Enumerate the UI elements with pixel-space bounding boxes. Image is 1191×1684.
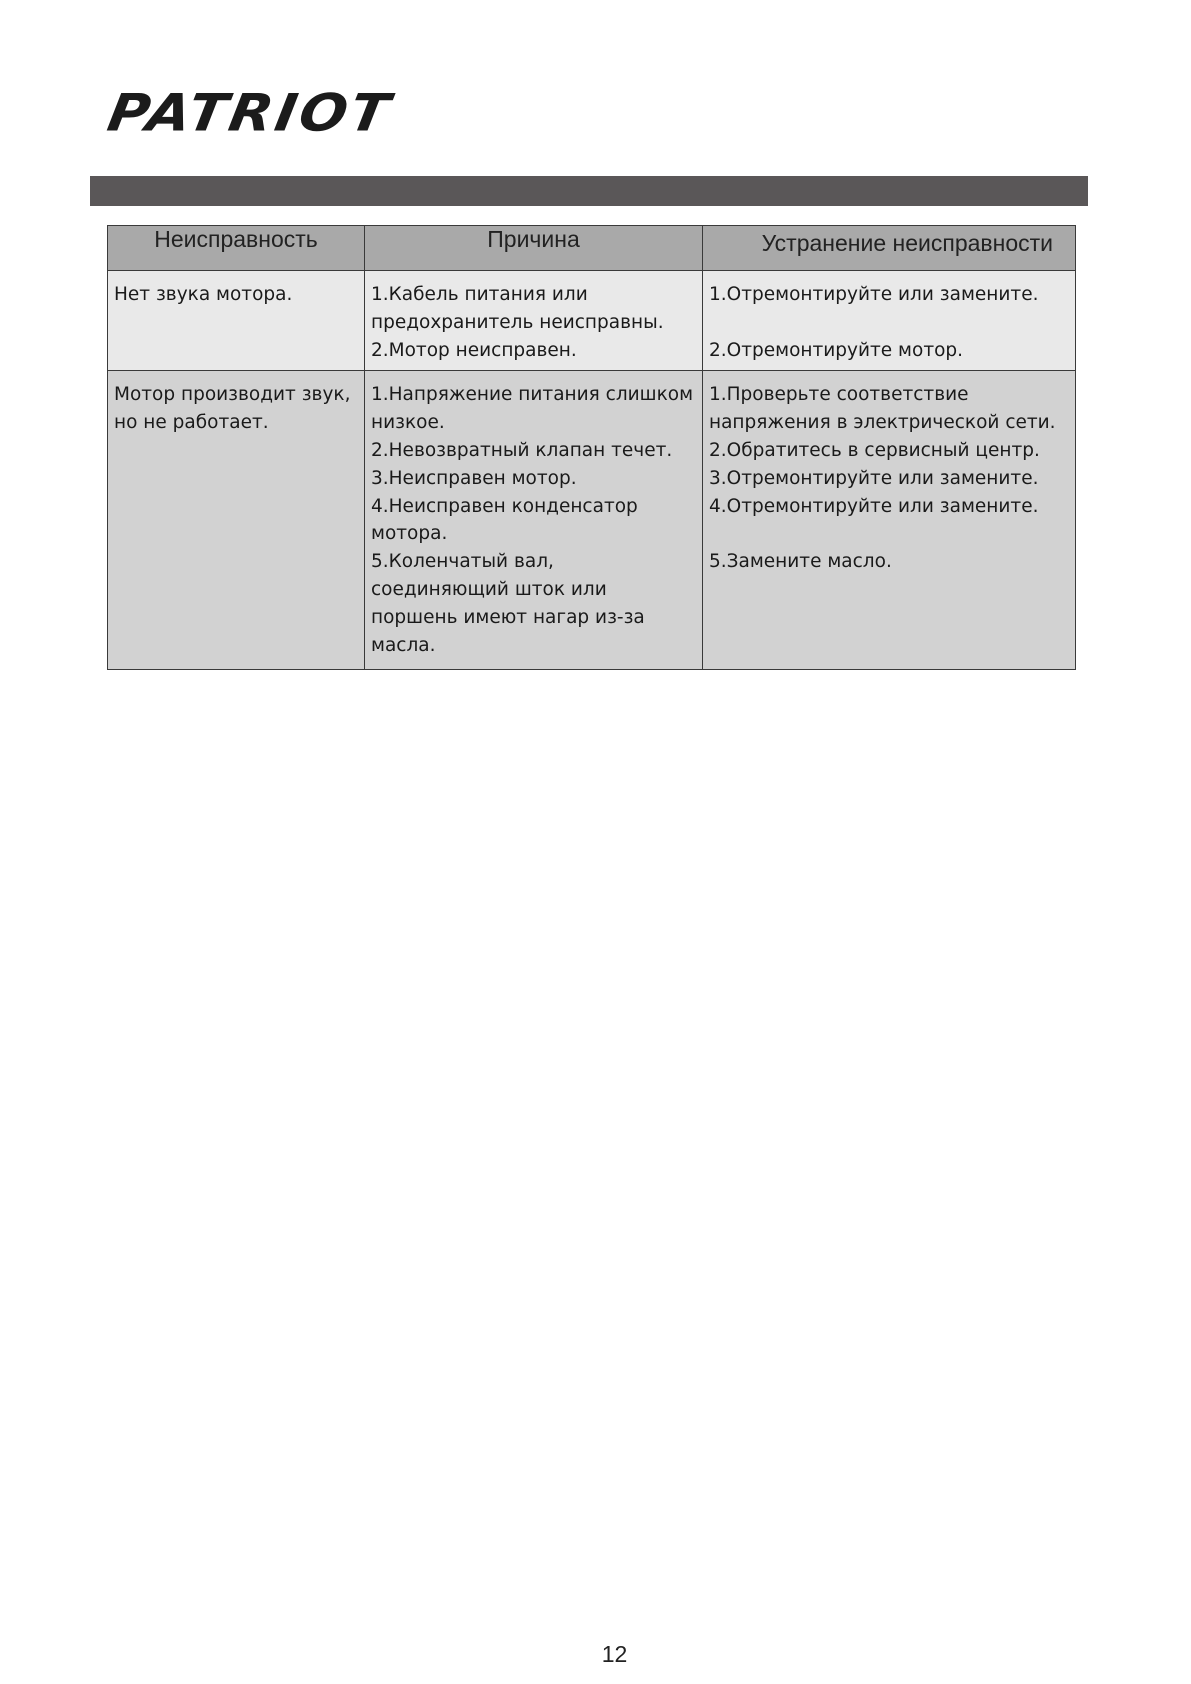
remedy-line: 3.Отремонтируйте или замените. (709, 467, 1039, 489)
cause-line: 2.Невозвратный клапан течет. (371, 439, 673, 461)
table-row (108, 271, 1076, 371)
header-cause: Причина (365, 226, 703, 271)
cause-line: 1.Напряжение питания слишком (371, 384, 694, 406)
cause-line: поршень имеют нагар из-за (371, 606, 645, 628)
header-fault: Неисправность (108, 226, 365, 271)
fault-line: Нет звука мотора. (114, 284, 293, 305)
remedy-cell (703, 371, 1076, 670)
fault-cell (108, 371, 365, 670)
remedy-line: 4.Отремонтируйте или замените. (709, 495, 1039, 517)
brand-logo: PATRIOT (103, 83, 397, 144)
remedy-line: напряжения в электрической сети. (709, 412, 1056, 434)
cause-line: 1.Кабель питания или (371, 284, 588, 305)
cause-line: предохранитель неисправны. (371, 311, 664, 333)
troubleshooting-table (107, 225, 1076, 670)
cause-cell (365, 371, 703, 670)
remedy-line: 5.Замените масло. (709, 551, 892, 573)
cause-line: соединяющий шток или (371, 578, 607, 600)
cause-line: 2.Мотор неисправен. (371, 339, 577, 361)
cause-cell (365, 271, 703, 371)
table-row (108, 371, 1076, 670)
cause-line: низкое. (371, 412, 445, 434)
cause-line: мотора. (371, 523, 448, 545)
cause-line: масла. (371, 634, 436, 656)
cause-line: 4.Неисправен конденсатор (371, 495, 638, 517)
remedy-line: 1.Отремонтируйте или замените. (709, 284, 1039, 305)
remedy-line: 2.Отремонтируйте мотор. (709, 339, 964, 361)
cause-line: 5.Коленчатый вал, (371, 551, 554, 573)
section-header-bar (90, 176, 1088, 206)
fault-cell (108, 271, 365, 371)
fault-line: Мотор производит звук, (114, 384, 351, 406)
cause-line: 3.Неисправен мотор. (371, 467, 577, 489)
remedy-line: 1.Проверьте соответствие (709, 384, 969, 406)
fault-line: но не работает. (114, 412, 269, 434)
remedy-line: 2.Обратитесь в сервисный центр. (709, 439, 1040, 461)
remedy-cell (703, 271, 1076, 371)
remedy-spacer (709, 309, 1069, 337)
header-remedy: Устранение неисправности (703, 226, 1076, 271)
remedy-spacer (709, 520, 1069, 548)
page-number: 12 (601, 1641, 628, 1667)
table-header-row (108, 226, 1076, 271)
